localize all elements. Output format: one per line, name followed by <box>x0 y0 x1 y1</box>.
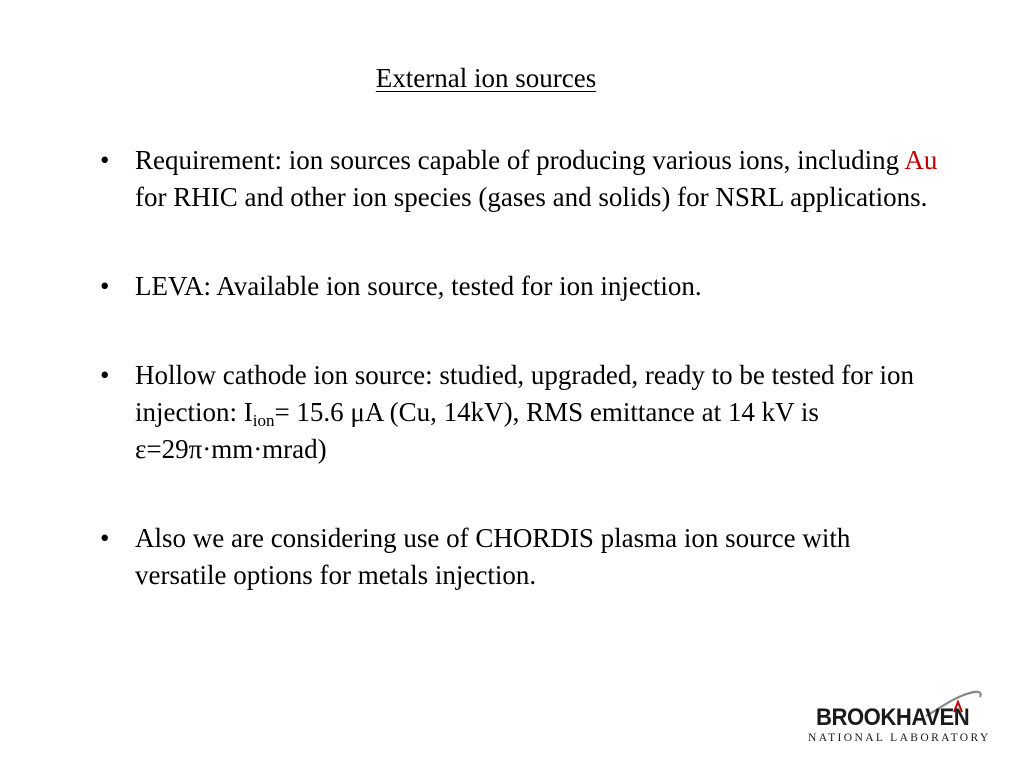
bullet-text: LEVA: Available ion source, tested for ion injection. <box>135 271 702 301</box>
bullet-marker: • <box>100 145 110 175</box>
bullet-marker: • <box>100 271 110 301</box>
bullet-requirement <box>100 142 940 216</box>
bullet-list <box>100 142 940 646</box>
bullet-hollow-cathode <box>100 357 940 468</box>
bullet-text: for RHIC and other ion species (gases and solids) for NSRL applications. <box>135 182 928 212</box>
slide-title: External ion sources <box>375 63 597 93</box>
bullet-leva <box>100 268 940 305</box>
bullet-text: Requirement: ion sources capable of producing various ions, including <box>135 145 905 175</box>
subscript-ion: ion <box>252 411 275 430</box>
brookhaven-logo <box>806 700 1006 750</box>
bullet-text: = 15.6 μA (Cu, 14kV), RMS emittance at 14 kV is ε=29π·mm·mrad) <box>135 397 819 464</box>
logo-name: BROOKHAVEN <box>816 704 970 731</box>
logo-subtitle: NATIONAL LABORATORY <box>808 732 991 744</box>
bullet-chordis <box>100 520 940 594</box>
bullet-marker: • <box>100 360 110 390</box>
bullet-marker: • <box>100 523 110 553</box>
bullet-text: Also we are considering use of CHORDIS plasma ion source with versatile options for metals injection. <box>135 523 851 590</box>
highlight-au: Au <box>904 145 938 175</box>
bullet-text: Hollow cathode ion source: studied, upgraded, ready to be tested for ion injection: I <box>135 360 915 427</box>
